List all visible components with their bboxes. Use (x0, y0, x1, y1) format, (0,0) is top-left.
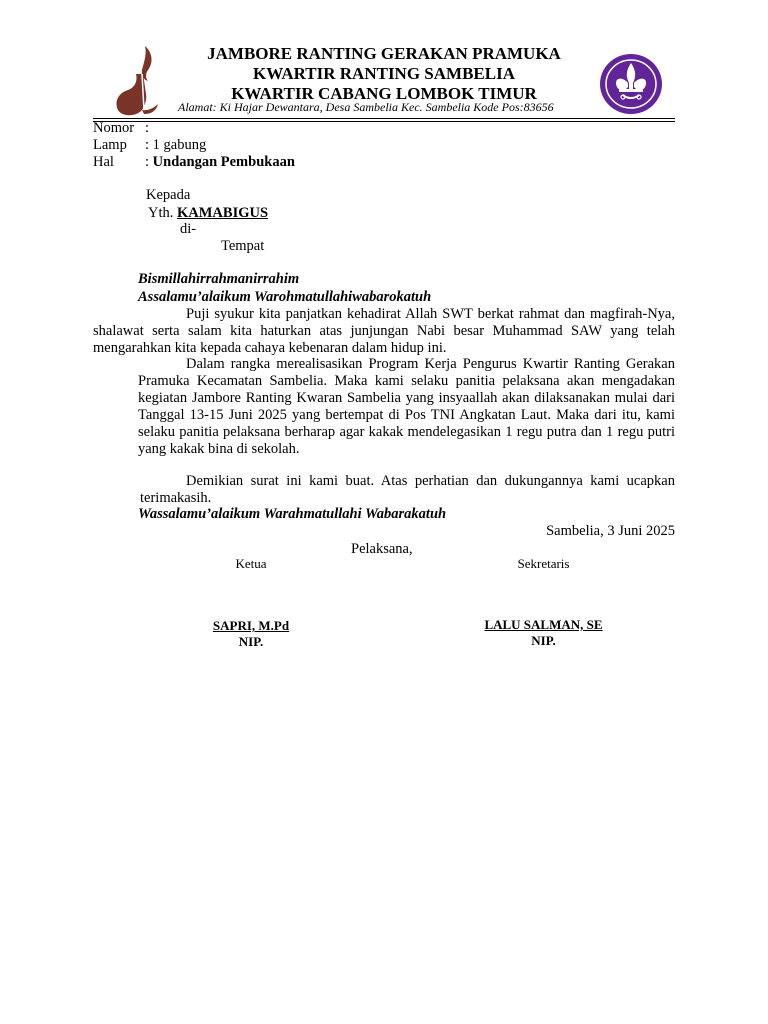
hal-colon: : (145, 154, 150, 170)
nomor-row (93, 120, 149, 137)
ketua-name: SAPRI, M.Pd (212, 618, 290, 633)
closing-salam: Wassalamu’alaikum Warahmatullahi Wabarakatuh (138, 506, 447, 522)
paragraph-3: Demikian surat ini kami buat. Atas perhatian dan dukungannya kami ucapkan terimakasih. (140, 473, 675, 506)
di-text: di- (180, 221, 197, 237)
header-divider (93, 118, 675, 119)
ketua-nip: NIP. (238, 634, 264, 649)
place-date: Sambelia, 3 Juni 2025 (546, 523, 675, 539)
paragraph-1: Puji syukur kita panjatkan kehadirat Allah SWT berkat rahmat dan magfirah-Nya, shalawat serta salam kita haturkan atas junjungan Nabi besar Muhammad SAW yang telah mengarahkan kita kepada cahaya kebenaran dalam hidup ini. (93, 306, 675, 356)
world-scout-emblem-icon (599, 53, 663, 115)
letterhead-title-3: KWARTIR CABANG LOMBOK TIMUR (231, 84, 537, 103)
letterhead-address: Alamat: Ki Hajar Dewantara, Desa Sambelia Kec. Sambelia Kode Pos:83656 (178, 100, 554, 114)
hal-label: Hal (93, 154, 114, 170)
header-divider-thin (93, 121, 675, 122)
hal-row (93, 154, 295, 171)
sekretaris-label: Sekretaris (517, 556, 570, 571)
sekretaris-signature (469, 617, 618, 649)
lamp-label: Lamp (93, 137, 127, 153)
nomor-label: Nomor (93, 120, 135, 136)
recipient-name: KAMABIGUS (177, 205, 269, 221)
sekretaris-name: LALU SALMAN, SE (484, 617, 603, 632)
kepada-text: Kepada (146, 187, 191, 203)
yth-row (148, 205, 268, 222)
hal-value: Undangan Pembukaan (152, 154, 295, 170)
lamp-row (93, 137, 206, 154)
yth-text: Yth. (148, 205, 174, 221)
tempat-text: Tempat (221, 238, 265, 254)
ketua-label: Ketua (235, 556, 267, 571)
sekretaris-nip: NIP. (531, 633, 556, 648)
letterhead-title-1: JAMBORE RANTING GERAKAN PRAMUKA (207, 44, 561, 63)
lamp-value: : 1 gabung (145, 137, 207, 153)
letterhead-title-2: KWARTIR RANTING SAMBELIA (253, 64, 515, 83)
paragraph-2: Dalam rangka merealisasikan Program Kerja Pengurus Kwartir Ranting Gerakan Pramuka Kecamatan Sambelia. Maka kami selaku panitia pelaksana akan mengadakan kegiatan Jambore Ranting Kwaran Sambelia yang insyaallah akan dilaksanakan mulai dari Tanggal 13-15 Juni 2025 yang bertempat di Pos TNI Angkatan Laut. Maka dari itu, kami selaku panitia pelaksana berharap agar kakak mendelegasikan 1 regu putra dan 1 regu putri yang kakak bina di sekolah. (138, 356, 675, 457)
pelaksana-label: Pelaksana, (351, 541, 413, 557)
nomor-value: : (145, 120, 150, 136)
bismillah-text: Bismillahirrahmanirrahim (138, 271, 300, 287)
opening-salam: Assalamu’alaikum Warohmatullahiwabarokatuh (138, 289, 432, 305)
ketua-signature (180, 618, 322, 650)
